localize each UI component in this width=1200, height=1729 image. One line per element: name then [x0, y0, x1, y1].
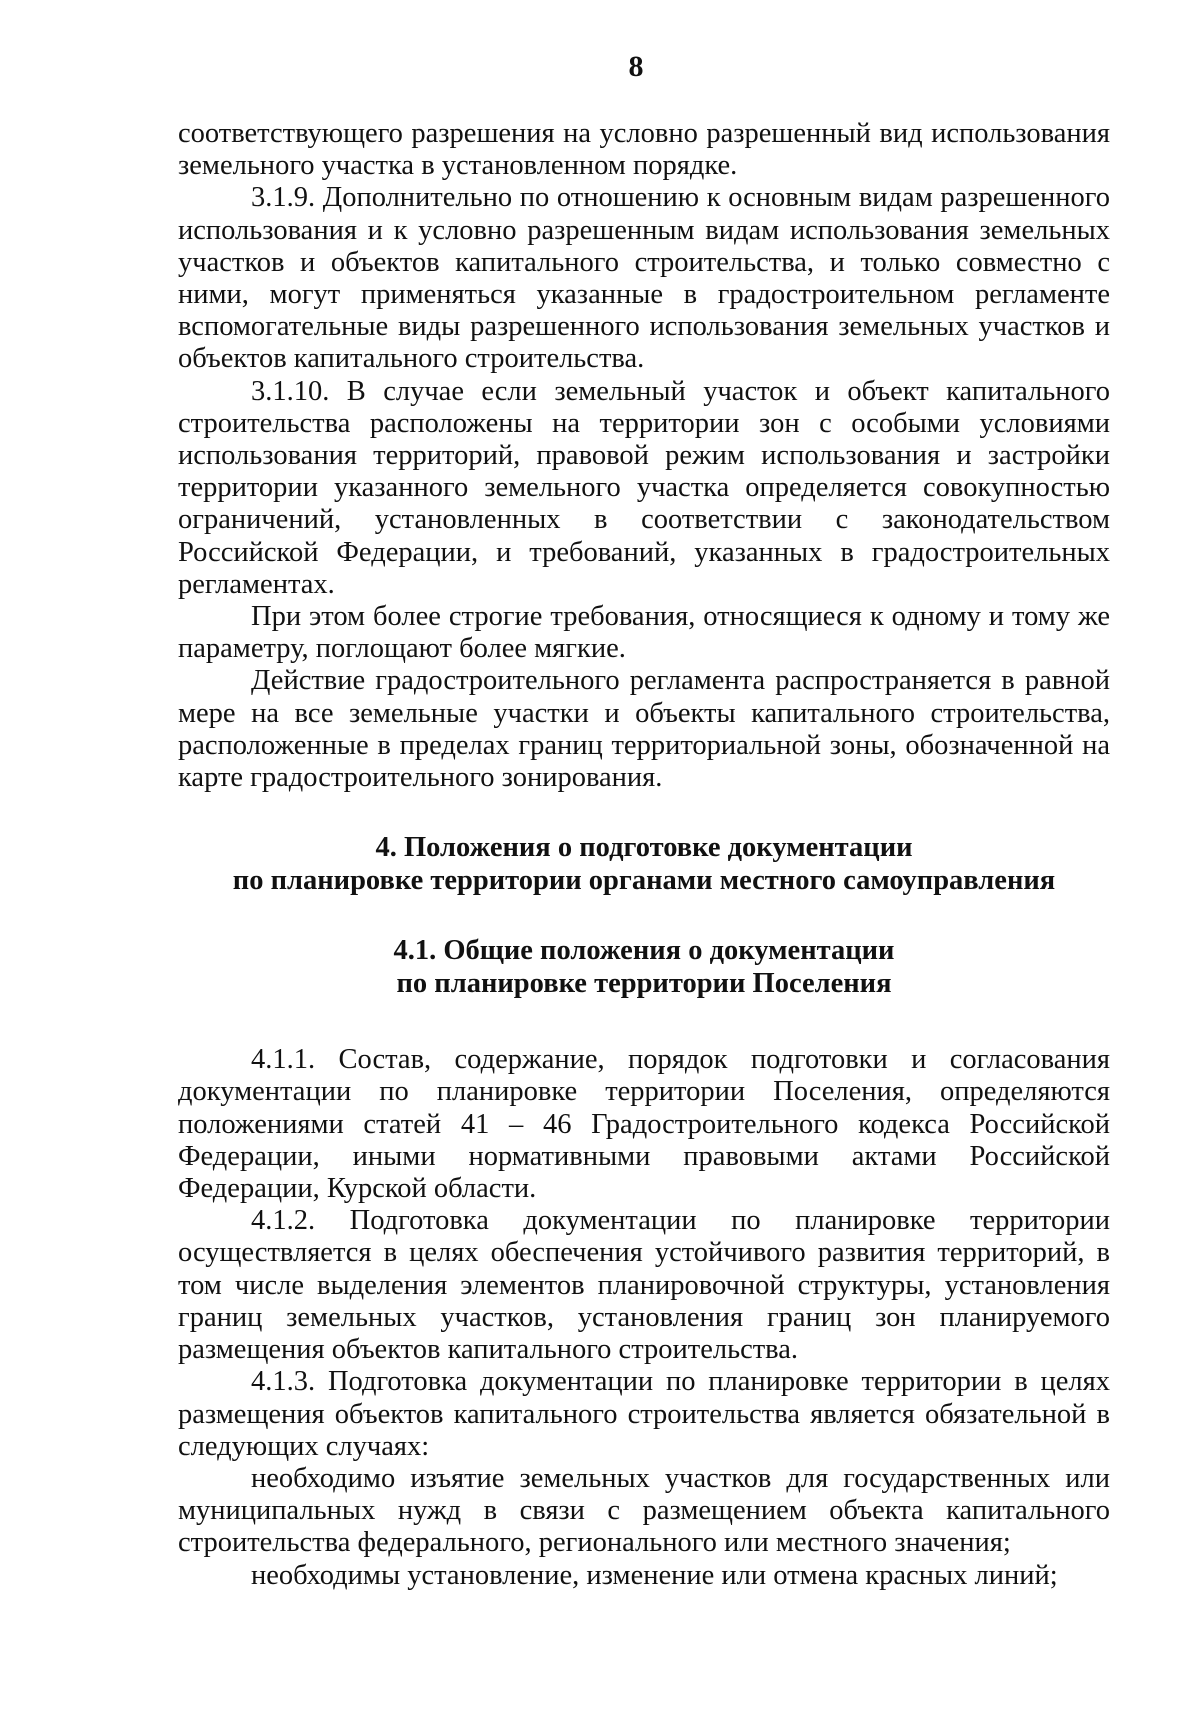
document-body [178, 118, 1110, 1592]
paragraph: При этом более строгие требования, относящиеся к одному и тому же параметру, поглощают более мягкие. [178, 601, 1110, 665]
section-4-1-heading [178, 935, 1110, 1000]
paragraph: Действие градостроительного регламента распространяется в равной мере на все земельные участки и объекты капитального строительства, расположенные в пределах границ территориальной зоны, обозначенной на карте градостроительного зонирования. [178, 665, 1110, 794]
paragraph: 4.1.3. Подготовка документации по планировке территории в целях размещения объектов капитального строительства является обязательной в следующих случаях: [178, 1366, 1110, 1462]
list-item: необходимо изъятие земельных участков для государственных или муниципальных нужд в связи с размещением объекта капитального строительства федерального, регионального или местного значения; [178, 1462, 1110, 1559]
list-item: необходимы установление, изменение или отмена красных линий; [251, 1559, 1058, 1591]
section-4-1-heading-line: по планировке территории Поселения [396, 967, 892, 999]
page-number: 8 [628, 50, 644, 83]
paragraph: 3.1.10. В случае если земельный участок и объект капитального строительства расположены на территории зон с особыми условиями использования территорий, правовой режим использования и застройки территории указанного земельного участка определяется совокупностью ограничений, установленных в соответствии с законодательством Российской Федерации, и требований, указанных в градостроительных регламентах. [178, 375, 1110, 600]
section-4-heading-line: 4. Положения о подготовке документации [375, 832, 913, 864]
paragraph: 4.1.1. Состав, содержание, порядок подготовки и согласования документации по планировке территории Поселения, определяются положениями статей 41 – 46 Градостроительного кодекса Российской Федерации, иными нормативными правовыми актами Российской Федерации, Курской области. [178, 1044, 1110, 1205]
section-4-1-heading-line: 4.1. Общие положения о документации [393, 935, 895, 967]
paragraph: 4.1.2. Подготовка документации по планировке территории осуществляется в целях обеспечения устойчивого развития территорий, в том числе выделения элементов планировочной структуры, установления границ земельных участков, установления границ зон планируемого размещения объектов капитального строительства. [178, 1205, 1110, 1366]
paragraph: 3.1.9. Дополнительно по отношению к основным видам разрешенного использования и к условно разрешенным видам использования земельных участков и объектов капитального строительства, и только совместно с ними, могут применяться указанные в градостроительном регламенте вспомогательные виды разрешенного использования земельных участков и объектов капитального строительства. [178, 182, 1110, 375]
paragraph: соответствующего разрешения на условно разрешенный вид использования земельного участка в установленном порядке. [178, 118, 1110, 182]
section-4-heading [178, 832, 1110, 897]
section-4-heading-line: по планировке территории органами местного самоуправления [232, 864, 1056, 896]
